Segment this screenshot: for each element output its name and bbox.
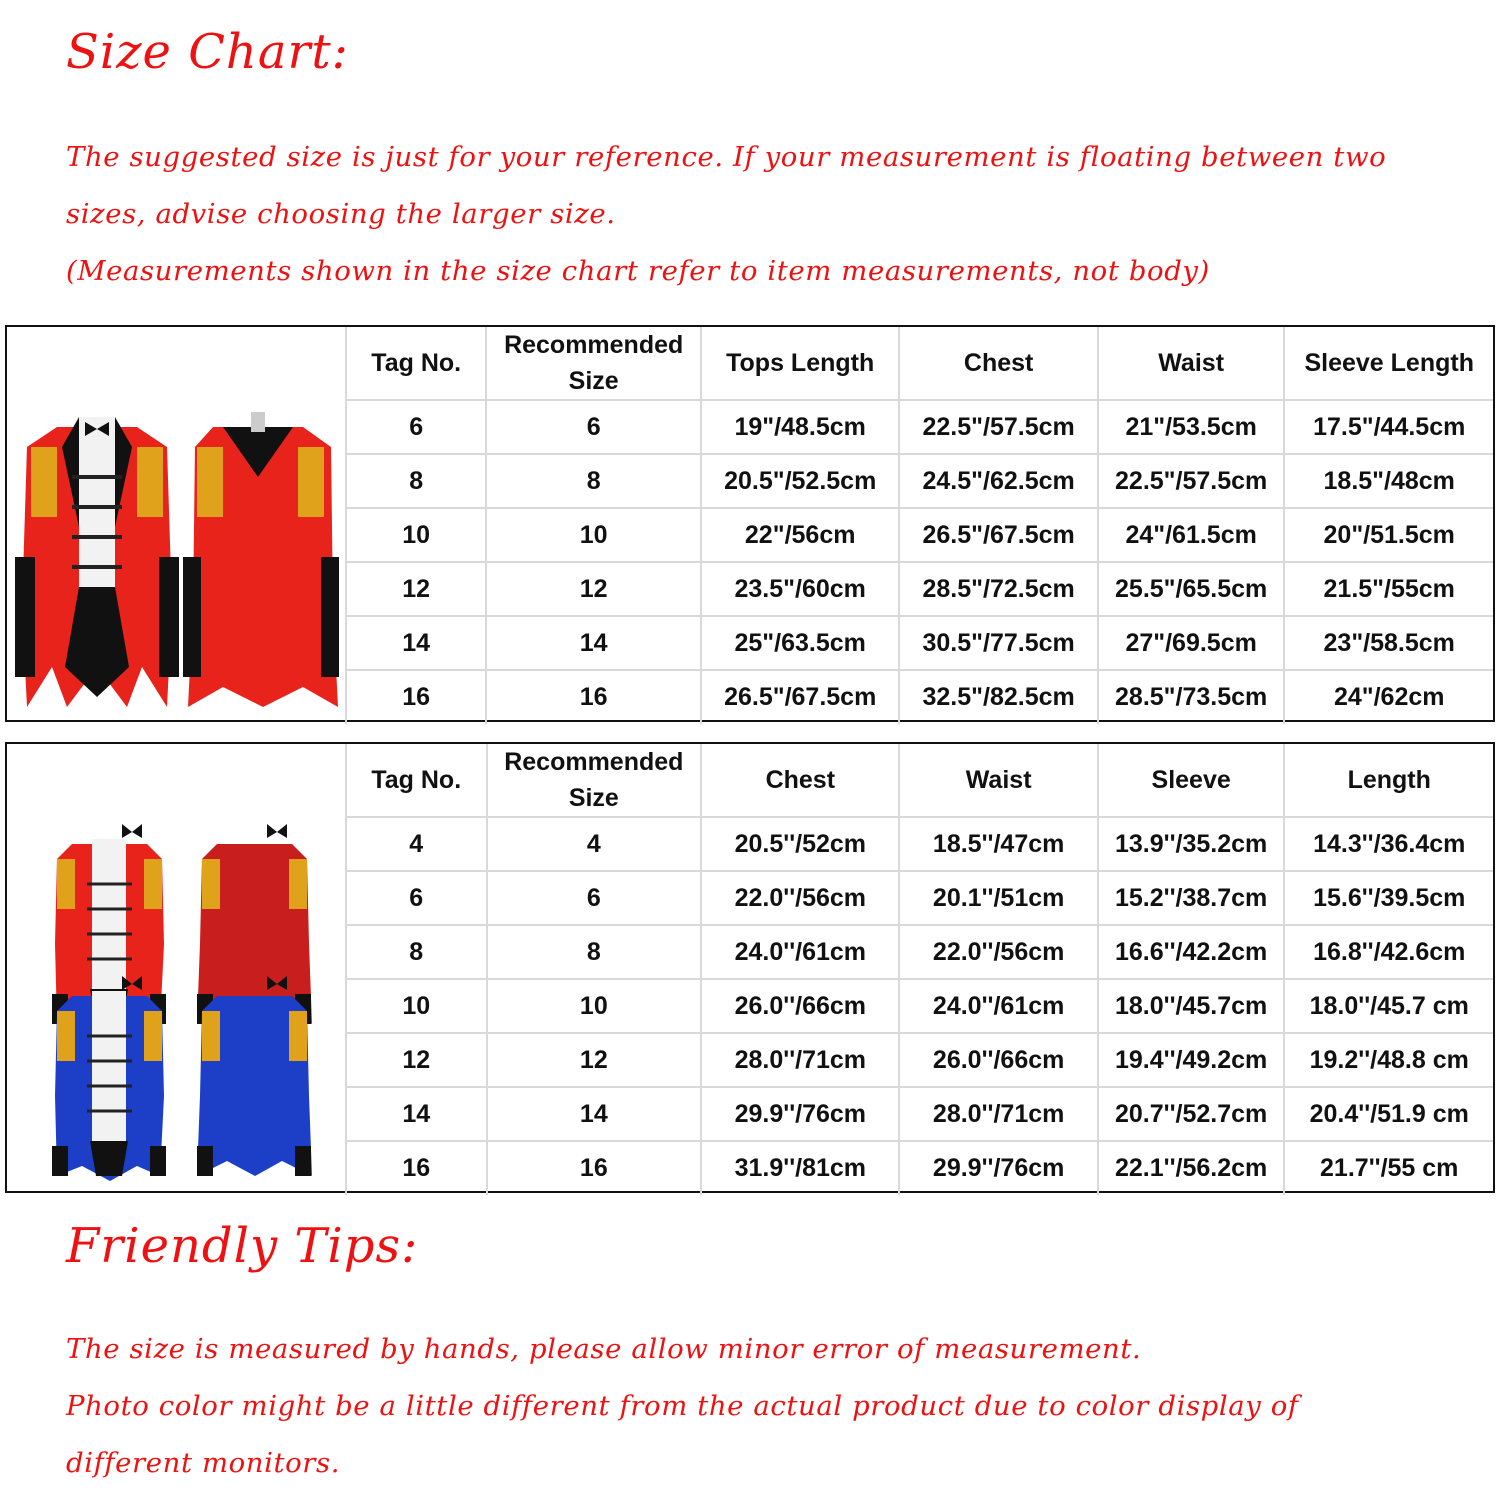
- cell: 18.0''/45.7 cm: [1284, 979, 1493, 1033]
- header-sleeve-length: Sleeve Length: [1284, 327, 1493, 400]
- cell: 13.9''/35.2cm: [1098, 817, 1285, 871]
- size-table-2: [345, 744, 1493, 1195]
- cell: 16: [346, 670, 486, 724]
- table-row: [346, 670, 1493, 724]
- cell: 20.4''/51.9 cm: [1284, 1087, 1493, 1141]
- cell: 28.0''/71cm: [701, 1033, 899, 1087]
- header-tag-no: Tag No.: [346, 744, 487, 817]
- note-line-1: The suggested size is just for your reference. If your measurement is floating between two: [66, 141, 1387, 173]
- header-recommended-size: Recommended Size: [486, 327, 701, 400]
- cell: 32.5"/82.5cm: [899, 670, 1097, 724]
- header-chest: Chest: [899, 327, 1097, 400]
- cell: 18.5''/47cm: [899, 817, 1097, 871]
- header-waist: Waist: [899, 744, 1097, 817]
- cell: 8: [346, 925, 487, 979]
- table-row: [346, 817, 1493, 871]
- cell: 15.2''/38.7cm: [1098, 871, 1285, 925]
- cell: 16.6''/42.2cm: [1098, 925, 1285, 979]
- cell: 4: [487, 817, 702, 871]
- cell: 28.5"/73.5cm: [1098, 670, 1285, 724]
- cell: 14: [487, 1087, 702, 1141]
- cell: 8: [486, 454, 701, 508]
- cell: 22.1''/56.2cm: [1098, 1141, 1285, 1195]
- cell: 22.0''/56cm: [899, 925, 1097, 979]
- cell: 23"/58.5cm: [1284, 616, 1493, 670]
- cell: 12: [346, 1033, 487, 1087]
- cell: 24.0''/61cm: [899, 979, 1097, 1033]
- cell: 16: [486, 670, 701, 724]
- header-tag-no: Tag No.: [346, 327, 486, 400]
- cell: 22.5"/57.5cm: [899, 400, 1097, 454]
- cell: 24.0''/61cm: [701, 925, 899, 979]
- note-line-3: (Measurements shown in the size chart refer to item measurements, not body): [66, 255, 1210, 287]
- size-table-1-panel: [5, 325, 1495, 722]
- cell: 21"/53.5cm: [1098, 400, 1285, 454]
- table-row: [346, 979, 1493, 1033]
- table-row: [346, 1087, 1493, 1141]
- cell: 10: [486, 508, 701, 562]
- blue-costume-front: [52, 976, 166, 1181]
- header-chest: Chest: [701, 744, 899, 817]
- cell: 17.5"/44.5cm: [1284, 400, 1493, 454]
- cell: 20"/51.5cm: [1284, 508, 1493, 562]
- table-row: [346, 1141, 1493, 1195]
- cell: 18.5"/48cm: [1284, 454, 1493, 508]
- cell: 20.5''/52cm: [701, 817, 899, 871]
- cell: 18.0''/45.7cm: [1098, 979, 1285, 1033]
- note-line-2: sizes, advise choosing the larger size.: [66, 198, 616, 230]
- cell: 10: [346, 508, 486, 562]
- table-row: [346, 508, 1493, 562]
- cell: 8: [487, 925, 702, 979]
- table-row: [346, 871, 1493, 925]
- cell: 19"/48.5cm: [701, 400, 899, 454]
- cell: 20.5"/52.5cm: [701, 454, 899, 508]
- cell: 6: [487, 871, 702, 925]
- cell: 25.5"/65.5cm: [1098, 562, 1285, 616]
- table-row: [346, 562, 1493, 616]
- cell: 21.5"/55cm: [1284, 562, 1493, 616]
- red-blue-costume-illustration: [7, 744, 343, 1191]
- blue-costume-back: [197, 976, 312, 1176]
- cell: 16: [487, 1141, 702, 1195]
- cell: 8: [346, 454, 486, 508]
- costume-front: [15, 417, 179, 707]
- cell: 20.7''/52.7cm: [1098, 1087, 1285, 1141]
- cell: 20.1''/51cm: [899, 871, 1097, 925]
- costume-image-red: [7, 327, 347, 720]
- cell: 26.5"/67.5cm: [701, 670, 899, 724]
- cell: 24"/62cm: [1284, 670, 1493, 724]
- cell: 23.5"/60cm: [701, 562, 899, 616]
- costume-image-red-blue: [7, 744, 347, 1191]
- cell: 14: [346, 616, 486, 670]
- table-row: [346, 400, 1493, 454]
- tip-line-1: The size is measured by hands, please allow minor error of measurement.: [66, 1333, 1142, 1365]
- cell: 15.6''/39.5cm: [1284, 871, 1493, 925]
- cell: 21.7''/55 cm: [1284, 1141, 1493, 1195]
- cell: 19.4''/49.2cm: [1098, 1033, 1285, 1087]
- table-row: [346, 454, 1493, 508]
- red-costume-illustration: [7, 327, 343, 720]
- red-costume-back: [197, 824, 312, 1024]
- costume-back: [183, 412, 339, 707]
- cell: 28.5"/72.5cm: [899, 562, 1097, 616]
- cell: 27"/69.5cm: [1098, 616, 1285, 670]
- cell: 26.0''/66cm: [899, 1033, 1097, 1087]
- cell: 28.0''/71cm: [899, 1087, 1097, 1141]
- cell: 12: [486, 562, 701, 616]
- size-table-1: [345, 327, 1493, 724]
- cell: 6: [346, 871, 487, 925]
- page-title: Size Chart:: [66, 24, 349, 80]
- cell: 22.5"/57.5cm: [1098, 454, 1285, 508]
- cell: 29.9''/76cm: [701, 1087, 899, 1141]
- cell: 24"/61.5cm: [1098, 508, 1285, 562]
- cell: 14: [486, 616, 701, 670]
- cell: 25"/63.5cm: [701, 616, 899, 670]
- cell: 22"/56cm: [701, 508, 899, 562]
- tip-line-3: different monitors.: [66, 1447, 341, 1479]
- cell: 10: [346, 979, 487, 1033]
- cell: 10: [487, 979, 702, 1033]
- header-tops-length: Tops Length: [701, 327, 899, 400]
- table-header-row: [346, 327, 1493, 400]
- cell: 31.9''/81cm: [701, 1141, 899, 1195]
- header-sleeve: Sleeve: [1098, 744, 1285, 817]
- table-row: [346, 1033, 1493, 1087]
- cell: 24.5"/62.5cm: [899, 454, 1097, 508]
- cell: 4: [346, 817, 487, 871]
- cell: 19.2''/48.8 cm: [1284, 1033, 1493, 1087]
- table-header-row: [346, 744, 1493, 817]
- cell: 29.9''/76cm: [899, 1141, 1097, 1195]
- cell: 14: [346, 1087, 487, 1141]
- table-row: [346, 616, 1493, 670]
- cell: 6: [486, 400, 701, 454]
- cell: 14.3''/36.4cm: [1284, 817, 1493, 871]
- cell: 12: [487, 1033, 702, 1087]
- cell: 6: [346, 400, 486, 454]
- cell: 12: [346, 562, 486, 616]
- cell: 16: [346, 1141, 487, 1195]
- header-recommended-size: Recommended Size: [487, 744, 702, 817]
- cell: 30.5"/77.5cm: [899, 616, 1097, 670]
- size-table-2-panel: [5, 742, 1495, 1193]
- tips-title: Friendly Tips:: [66, 1218, 419, 1274]
- cell: 26.0''/66cm: [701, 979, 899, 1033]
- table-row: [346, 925, 1493, 979]
- cell: 16.8''/42.6cm: [1284, 925, 1493, 979]
- header-length: Length: [1284, 744, 1493, 817]
- tip-line-2: Photo color might be a little different from the actual product due to color display of: [66, 1390, 1299, 1422]
- cell: 26.5"/67.5cm: [899, 508, 1097, 562]
- cell: 22.0''/56cm: [701, 871, 899, 925]
- header-waist: Waist: [1098, 327, 1285, 400]
